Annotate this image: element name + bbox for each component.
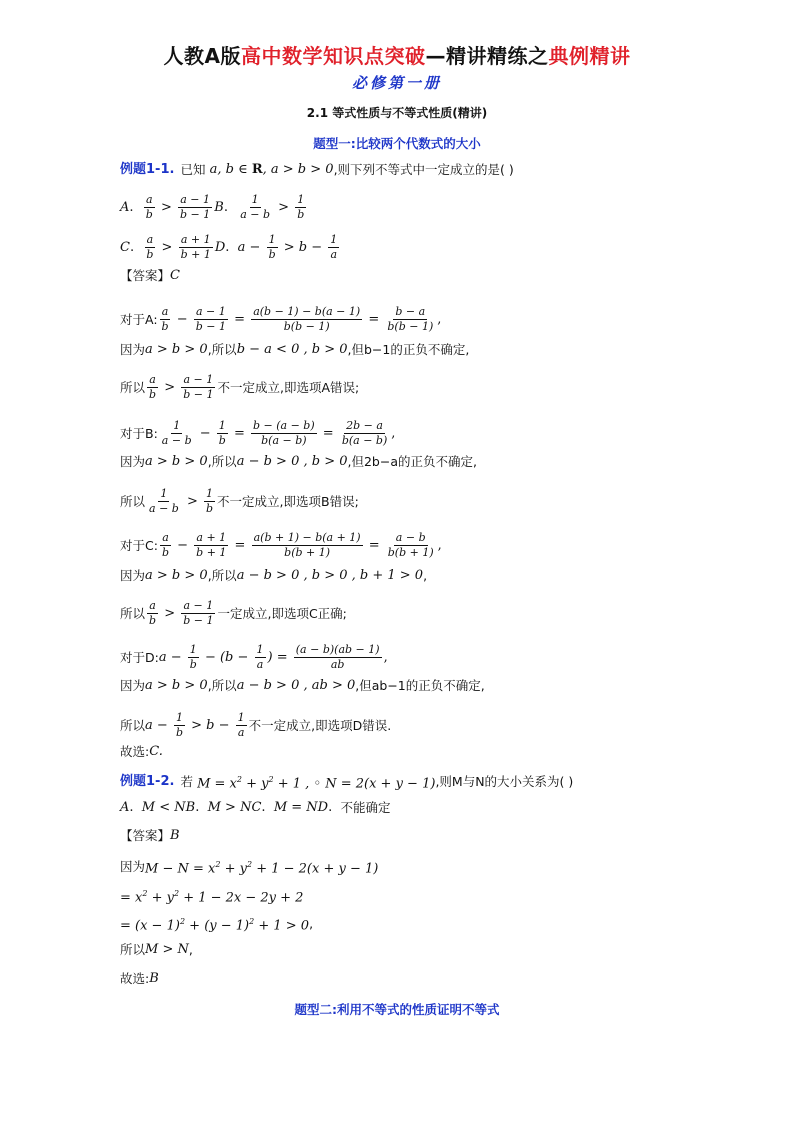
document-subtitle: 必修第一册: [351, 74, 442, 92]
conclusion-a: 所以 $\frac{a}{b}$ > $\frac{a - 1}{b - 1}$ 不一定成立,即选项A错误;: [120, 373, 360, 401]
choices-cd: C . $\frac{a}{b}$ > $\frac{a + 1}{b + 1}$ D . a − $\frac{1}{b}$ > b − $\frac{1}{a}$: [120, 233, 338, 261]
title-part-2: 高中数学知识点突破: [240, 44, 426, 68]
choices-1-2: A . M < NB . M > NC . M = ND . 不能确定: [120, 800, 391, 815]
reason-c: 因为 a > b > 0 , 所以 a − b > 0 , b > 0 , b + 1 > 0 ,: [120, 568, 428, 583]
conclusion-d: 所以 a − $\frac{1}{b}$ > b − $\frac{1}{a}$ 不一定成立,即选项D错误.: [120, 711, 392, 739]
answer-1-2: 【答案】 B: [120, 828, 180, 843]
final-answer-1-1: 故选: C.: [120, 744, 163, 759]
example-1-2-label: 例题1-2.: [120, 774, 175, 790]
topic-heading-1: 题型一:比较两个代数式的大小: [313, 136, 481, 151]
answer-1-1: 【答案】 C: [120, 268, 180, 283]
document-title: [0, 40, 794, 69]
title-part-1: 人教A版: [163, 44, 241, 68]
choices-ab: A . $\frac{a}{b}$ > $\frac{a - 1}{b - 1}$ B . $\frac{1}{a - b}$ > $\frac{1}{b}$: [120, 193, 305, 221]
title-part-3: —精讲精练之: [425, 44, 549, 68]
topic-heading-2: 题型二:利用不等式的性质证明不等式: [294, 1002, 500, 1017]
analysis-b: 对于B: $\frac{1}{a - b}$ − $\frac{1}{b}$ = $\frac{b - (a - b)}{b(a - b)}$ = $\frac{2b - a}{b(a - b)}$ ,: [120, 419, 396, 447]
final-answer-1-2: 故选: B: [120, 971, 159, 986]
solution-step-3: = $(x - 1)^2 + (y - 1)^2 + 1 > 0$ ,: [120, 916, 314, 934]
example-1-2-stem: 例题1-2. 若 $M = x^2 + y^2 + 1$ , ◦ N = 2(x + y − 1) ,则M与N的大小关系为( ): [120, 774, 574, 792]
reason-a: 因为 a > b > 0 , 所以 b − a < 0 , b > 0 ,但b−1的正负不确定,: [120, 342, 470, 357]
section-heading: 2.1 等式性质与不等式性质(精讲): [306, 106, 488, 120]
solution-step-4: 所以 M > N ,: [120, 942, 193, 957]
conclusion-c: 所以 $\frac{a}{b}$ > $\frac{a - 1}{b - 1}$ 一定成立,即选项C正确;: [120, 599, 347, 627]
solution-step-1: 因为 $M - N = x^2 + y^2 + 1 - 2(x + y - 1)$: [120, 859, 379, 877]
solution-step-2: = $x^2 + y^2 + 1 - 2x - 2y + 2$: [120, 889, 304, 906]
title-part-4: 典例精讲: [548, 44, 631, 68]
analysis-c: 对于C: $\frac{a}{b}$ − $\frac{a + 1}{b + 1}$ = $\frac{a(b + 1) - b(a + 1)}{b(b + 1)}$ = $\frac{a - b}{b(b + 1)}$ ,: [120, 531, 442, 559]
analysis-a: 对于A: $\frac{a}{b}$ − $\frac{a - 1}{b - 1}$ = $\frac{a(b - 1) - b(a - 1)}{b(b - 1)}$ = $\frac{b - a}{b(b - 1)}$ ,: [120, 305, 442, 333]
reason-b: 因为 a > b > 0 , 所以 a − b > 0 , b > 0 ,但2b−a的正负不确定,: [120, 454, 477, 469]
reason-d: 因为 a > b > 0 , 所以 a − b > 0 , ab > 0 ,但ab−1的正负不确定,: [120, 678, 485, 693]
example-1-1-stem: 例题1-1. 已知 a, b ∈ R, a > b > 0 ,则下列不等式中一定成立的是( ): [120, 162, 514, 177]
conclusion-b: 所以 $\frac{1}{a - b}$ > $\frac{1}{b}$ 不一定成立,即选项B错误;: [120, 487, 359, 515]
example-1-1-label: 例题1-1.: [120, 162, 175, 177]
analysis-d: 对于D: a − $\frac{1}{b}$ − (b − $\frac{1}{a}$ ) = $\frac{(a - b)(ab - 1)}{ab}$ ,: [120, 643, 388, 671]
